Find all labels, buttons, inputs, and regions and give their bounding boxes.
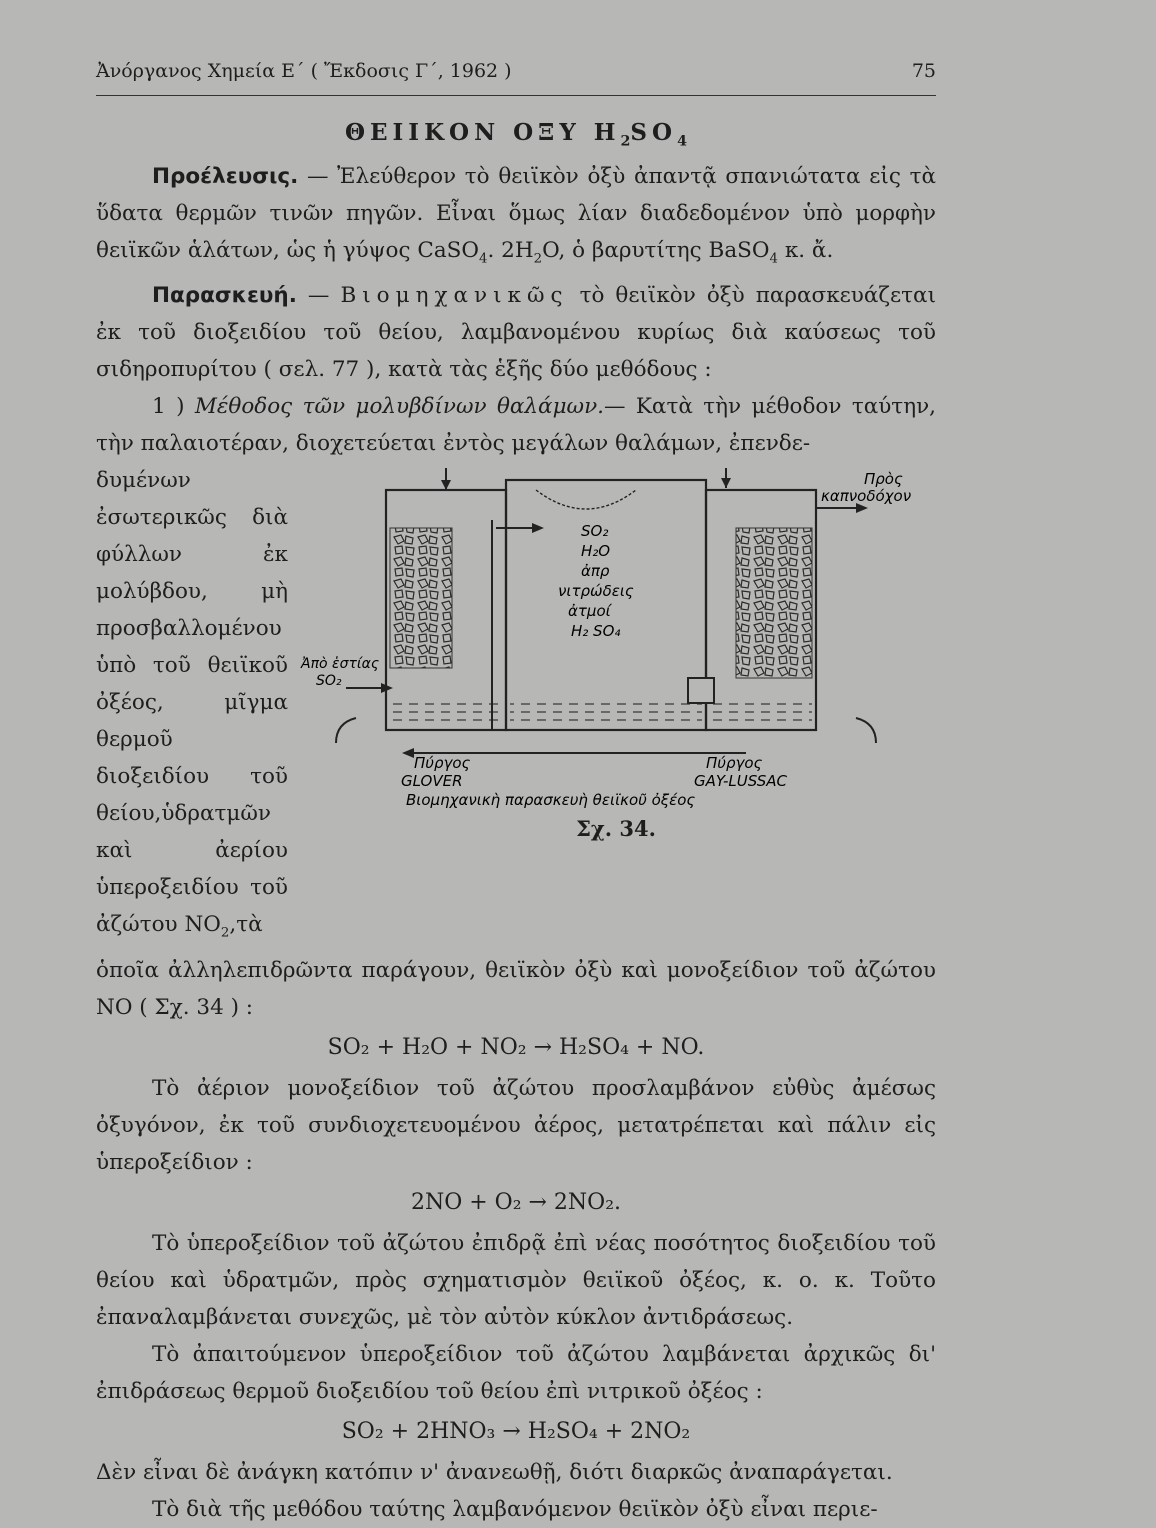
paragraph-paraskevi: Παρασκευή. — Βιομηχανικῶς τὸ θειϊκὸν ὀξὺ παρασκευάζεται ἐκ τοῦ διοξειδίου τοῦ θείου, λαμβανομένου κυρίως διὰ καύσεως τοῦ σιδηροπυρίτου ( σελ. 77 ), κατὰ τὰς ἑξῆς δύο μεθόδους :	[96, 283, 936, 383]
glover-tower	[386, 490, 506, 730]
chamber-line-1: SO₂	[581, 522, 609, 541]
paragraph-6: Τὸ διὰ τῆς μεθόδου ταύτης λαμβανόμενον θειϊκὸν ὀξὺ εἶναι περιε-	[152, 1496, 878, 1522]
chamber-line-2: H₂O	[581, 542, 611, 561]
running-title: Ἀνόργανος Χημεία Ε΄ ( Ἔκδοσις Γ΄, 1962 )	[96, 60, 512, 82]
paragraph-2: Τὸ ἀέριον μονοξείδιον τοῦ ἀζώτου προσλαμβάνον εὐθὺς ἀμέσως ὀξυγόνον, ἐκ τοῦ συνδιοχετευομένου ἀέρος, μετατρέπεται καὶ πάλιν εἰς ὑπεροξείδιον :	[96, 1075, 936, 1175]
chamber-line-5: ἀτμοί	[568, 602, 611, 621]
equation-3: SO₂ + 2HNO₃ → H₂SO₄ + 2NO₂	[341, 1418, 691, 1444]
page-number: 75	[911, 60, 936, 82]
page	[96, 60, 936, 1528]
label-so2: SO₂	[316, 673, 342, 690]
figure-caption: Βιομηχανικὴ παρασκευὴ θειϊκοῦ ὀξέος	[406, 791, 696, 809]
running-header	[96, 60, 936, 96]
equation-1: SO₂ + H₂O + NO₂ → H₂SO₄ + NO.	[327, 1034, 705, 1060]
paragraph-5: Δὲν εἶναι δὲ ἀνάγκη κατόπιν ν' ἀνανεωθῇ, διότι διαρκῶς ἀναπαράγεται.	[96, 1459, 893, 1485]
label-chimney: Πρὸς	[864, 470, 903, 489]
paragraph-proelefsis: Προέλευσις. — Ἐλεύθερον τὸ θειϊκὸν ὀξὺ ἀπαντᾷ σπανιώτατα εἰς τὰ ὕδατα θερμῶν τινῶν πηγῶν. Εἶναι ὅμως λίαν διαδεδομένον ὑπὸ μορφὴν θειϊκῶν ἁλάτων, ὡς ἡ γύψος CaSO$_4$. $2H_2O$, ὁ βαρυτίτης BaSO$_4$ κ. ἄ.	[96, 164, 936, 267]
wrapped-column	[96, 462, 288, 951]
figure-34	[296, 468, 936, 844]
wrapped-paragraph: δυμένων ἐσωτερικῶς διὰ φύλλων ἐκ μολύβδου, μὴ προσβαλλομένου ὑπὸ τοῦ θειϊκοῦ ὀξέος, μῖγμα θερμοῦ διοξειδίου τοῦ θείου,ὑδρατμῶν καὶ ἀερίου ὑπεροξειδίου τοῦ ἀζώτου $NO_2,\tau ὰ$	[96, 468, 288, 941]
chamber-line-4: νιτρώδεις	[558, 582, 634, 601]
chamber-line-6: H₂ SO₄	[571, 622, 621, 641]
gay-lussac-tower	[688, 490, 816, 730]
paragraph-3: Τὸ ὑπεροξείδιον τοῦ ἀζώτου ἐπιδρᾷ ἐπὶ νέας ποσότητος διοξειδίου τοῦ θείου καὶ ὑδρατμῶν, πρὸς σχηματισμὸν θειϊκοῦ ὀξέος, κ. ο. κ. Τοῦτο ἐπαναλαμβάνεται συνεχῶς, μὲ τὸν αὐτὸν κύκλον ἀντιδράσεως.	[96, 1230, 936, 1330]
chamber-line-3: ἀπρ	[581, 562, 610, 581]
lead-proelefsis: Προέλευσις.	[152, 164, 299, 189]
label-furnace: Ἀπὸ ἑστίας	[301, 656, 380, 673]
tower-right-name: Πύργος	[706, 754, 763, 773]
equation-2: 2NO + O₂ → 2NO₂.	[410, 1189, 622, 1215]
tower-left-name-2: GLOVER	[401, 772, 463, 791]
tower-left-name: Πύργος	[414, 754, 471, 773]
label-chimney-2: καπνοδόχον	[821, 487, 912, 506]
lead-chamber-diagram	[296, 468, 936, 808]
text-with-figure	[96, 462, 936, 951]
method1-name: Μέθοδος τῶν μολυβδίνων θαλάμων.	[194, 394, 604, 420]
paragraph-4: Τὸ ἀπαιτούμενον ὑπεροξείδιον τοῦ ἀζώτου λαμβάνεται ἀρχικῶς δι' ἐπιδράσεως θερμοῦ διοξειδίου τοῦ θείου ἐπὶ νιτρικοῦ ὀξέος :	[96, 1341, 936, 1404]
paragraph-method1: 1 ) Μέθοδος τῶν μολυβδίνων θαλάμων.— Κατὰ τὴν μέθοδον ταύτην, τὴν παλαιοτέραν, διοχετεύεται ἐντὸς μεγάλων θαλάμων, ἐπενδε-	[96, 394, 936, 457]
section-title: ΘΕΙΙΚΟΝ ΟΞΥ $H_2SO_4$	[344, 119, 687, 150]
tower-right-name-2: GAY-LUSSAC	[694, 772, 787, 791]
lead-paraskevi: Παρασκευή.	[152, 283, 297, 309]
paragraph-after-figure: ὁποῖα ἀλληλεπιδρῶντα παράγουν, θειϊκὸν ὀξὺ καὶ μονοξείδιον τοῦ ἀζώτου NO ( Σχ. 34 ) :	[96, 957, 936, 1020]
figure-number: Σχ. 34.	[576, 816, 656, 842]
